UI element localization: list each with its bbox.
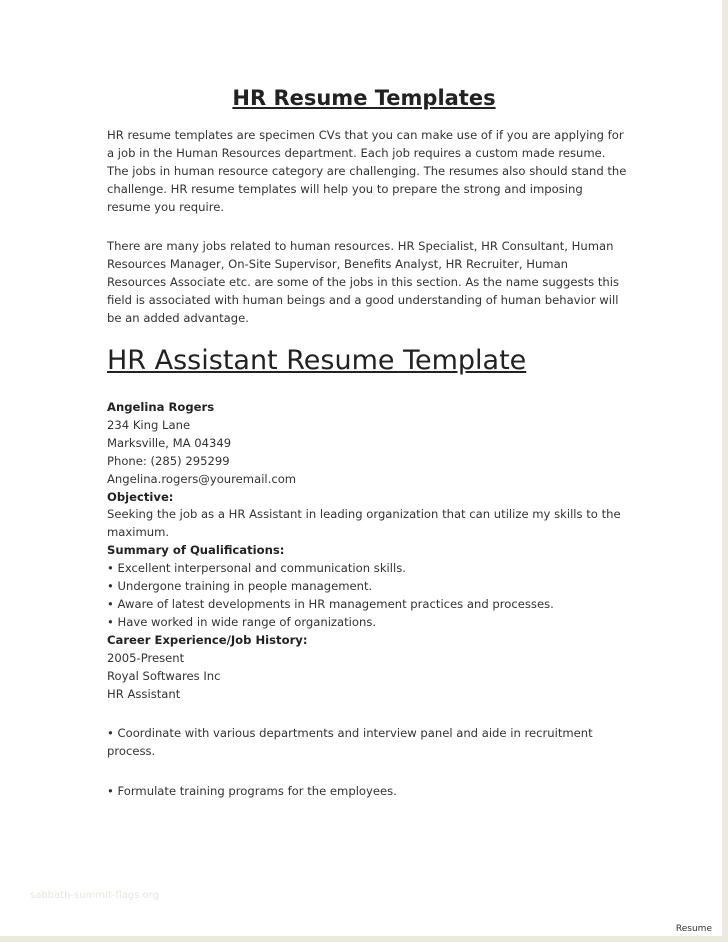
qualifications-heading: Summary of Qualifications: — [107, 543, 285, 558]
qualification-item: • Aware of latest developments in HR management practices and processes. — [107, 596, 554, 611]
intro-paragraph-2 — [107, 237, 637, 327]
duty-item: • Formulate training programs for the employees. — [107, 784, 397, 799]
watermark-text: sabbath-summit-flags.org — [30, 890, 159, 901]
address-line: 234 King Lane — [107, 417, 191, 432]
qualification-item: • Undergone training in people management. — [107, 579, 373, 594]
spacer — [107, 703, 667, 725]
career-heading: Career Experience/Job History: — [107, 632, 308, 647]
resume-body — [107, 399, 667, 801]
city-line: Marksville, MA 04349 — [107, 435, 232, 450]
phone-line: Phone: (285) 295299 — [107, 453, 230, 468]
text-line: field is associated with human beings and a good understanding of human behavior will — [107, 293, 619, 307]
text-line: be an added advantage. — [107, 311, 249, 325]
document-title: HR Resume Templates — [232, 86, 496, 110]
intro-paragraph-1 — [107, 126, 637, 216]
text-line: There are many jobs related to human resources. HR Specialist, HR Consultant, Human — [107, 239, 614, 253]
objective-heading: Objective: — [107, 489, 174, 504]
text-line: a job in the Human Resources department. Each job requires a custom made resume. — [107, 146, 606, 160]
page-edge-bottom — [0, 936, 728, 942]
qualification-item: • Have worked in wide range of organizations. — [107, 614, 377, 629]
job-period: 2005-Present — [107, 650, 185, 665]
job-company: Royal Softwares Inc — [107, 668, 221, 683]
text-line: Resources Associate etc. are some of the jobs in this section. As the name suggests this — [107, 275, 619, 289]
spacer — [107, 761, 667, 783]
text-line: Resources Manager, On-Site Supervisor, Benefits Analyst, HR Recruiter, Human — [107, 257, 569, 271]
text-line: resume you require. — [107, 200, 225, 214]
duty-item: • Coordinate with various departments and interview panel and aide in recruitment — [107, 726, 593, 741]
text-line: challenge. HR resume templates will help you to prepare the strong and imposing — [107, 182, 583, 196]
text-line: The jobs in human resource category are challenging. The resumes also should stand the — [107, 164, 627, 178]
email-line: Angelina.rogers@youremail.com — [107, 471, 297, 486]
objective-text: maximum. — [107, 525, 170, 540]
candidate-name: Angelina Rogers — [107, 400, 215, 414]
qualification-item: • Excellent interpersonal and communication skills. — [107, 561, 406, 576]
footer-label: Resume — [675, 924, 712, 934]
duty-item: process. — [107, 744, 156, 759]
job-title: HR Assistant — [107, 686, 181, 701]
text-line: HR resume templates are specimen CVs that you can make use of if you are applying for — [107, 128, 624, 142]
objective-text: Seeking the job as a HR Assistant in leading organization that can utilize my skills to the — [107, 507, 621, 522]
section-heading: HR Assistant Resume Template — [107, 345, 527, 376]
page-edge-right — [722, 0, 728, 942]
